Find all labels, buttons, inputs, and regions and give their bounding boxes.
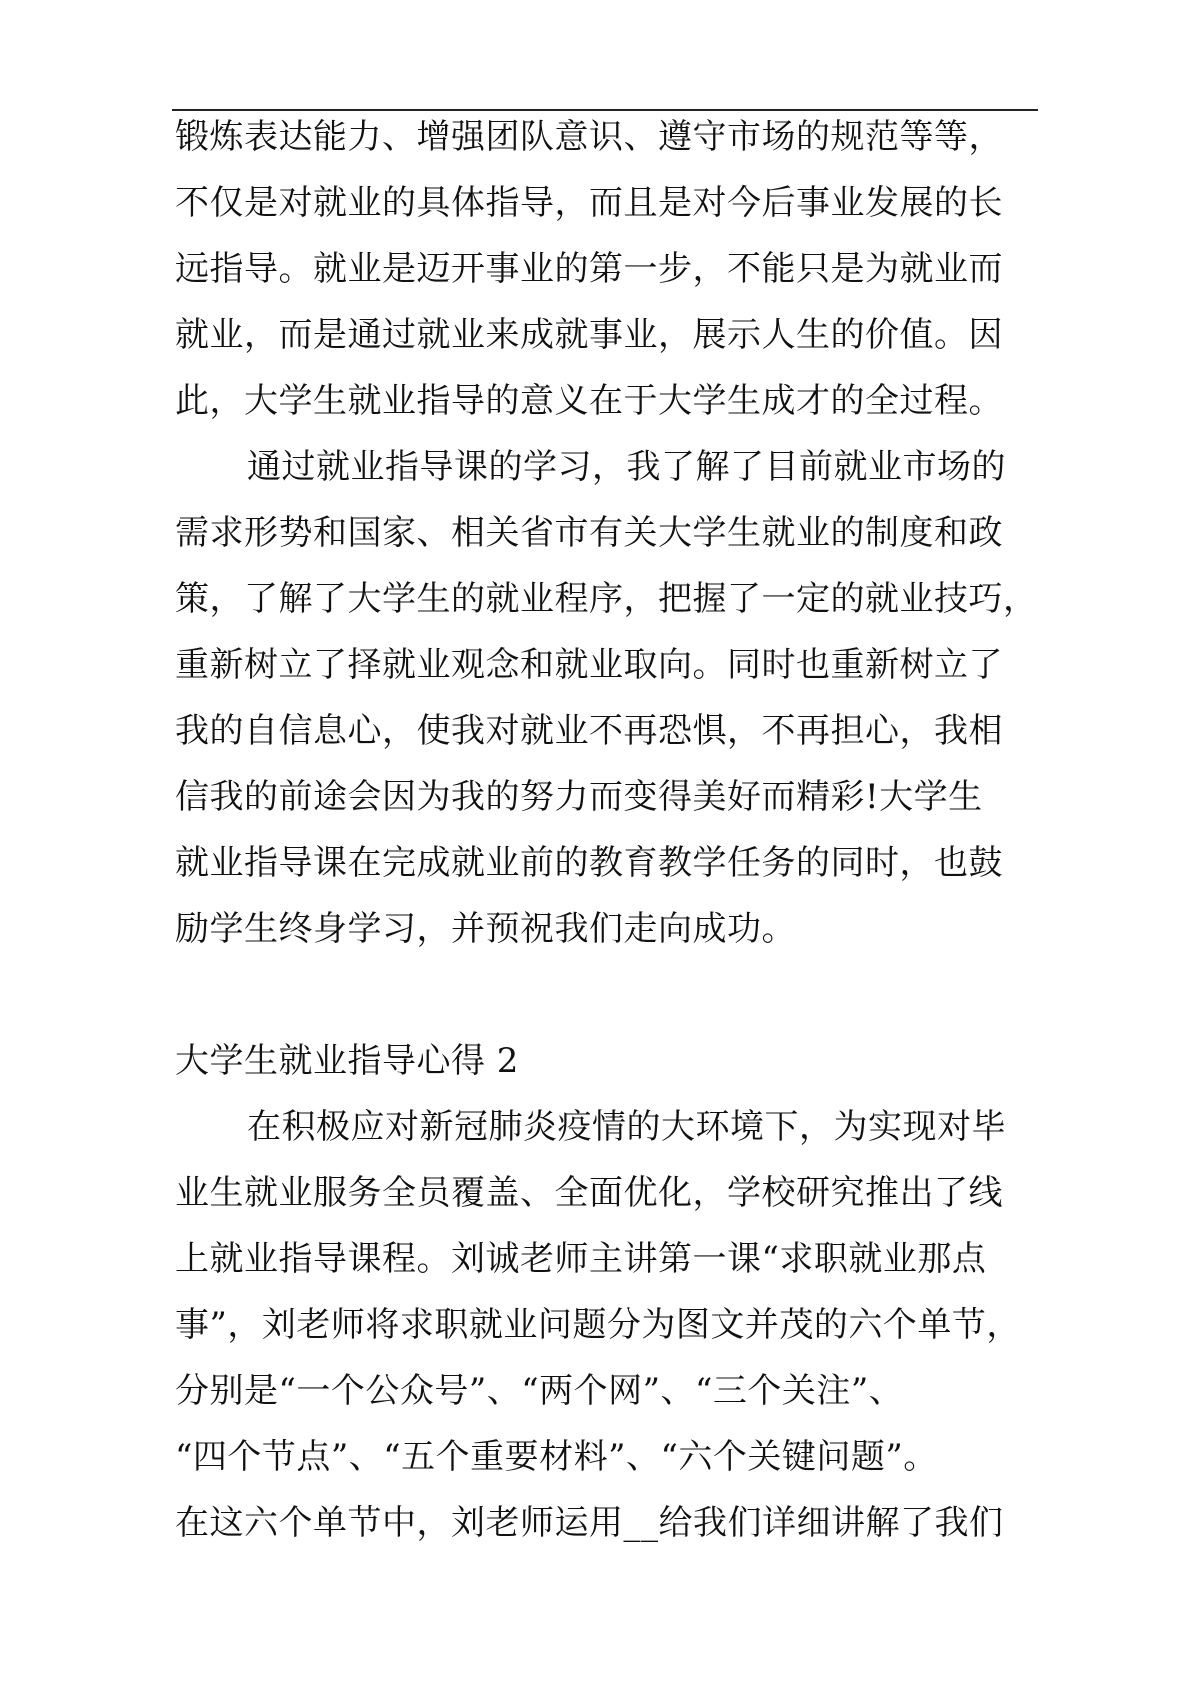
paragraph-line: 远指导。就业是迈开事业的第一步，不能只是为就业而 — [175, 249, 1003, 289]
paragraph-line: 重新树立了择就业观念和就业取向。同时也重新树立了 — [175, 645, 1003, 685]
paragraph-line: 我的自信息心，使我对就业不再恐惧，不再担心，我相 — [175, 711, 1003, 751]
paragraph-line: 上就业指导课程。刘诚老师主讲第一课“求职就业那点 — [175, 1239, 987, 1279]
paragraph-line: 此，大学生就业指导的意义在于大学生成才的全过程。 — [175, 381, 1003, 421]
paragraph-line: 励学生终身学习，并预祝我们走向成功。 — [175, 909, 796, 949]
paragraph-line: 不仅是对就业的具体指导，而且是对今后事业发展的长 — [175, 183, 1003, 223]
paragraph-line: 在这六个单节中，刘老师运用__给我们详细讲解了我们 — [175, 1503, 1004, 1543]
paragraph-line: 分别是“一个公众号”、“两个网”、“三个关注”、 — [175, 1371, 904, 1411]
paragraph-first-line: 通过就业指导课的学习，我了解了目前就业市场的 — [247, 447, 1006, 487]
section-heading: 大学生就业指导心得 2 — [175, 1041, 519, 1081]
paragraph-line: 信我的前途会因为我的努力而变得美好而精彩!大学生 — [175, 777, 983, 817]
paragraph-line: 事”，刘老师将求职就业问题分为图文并茂的六个单节， — [175, 1305, 1021, 1345]
paragraph-first-line: 在积极应对新冠肺炎疫情的大环境下，为实现对毕 — [247, 1107, 1006, 1147]
paragraph-line: “四个节点”、“五个重要材料”、“六个关键问题”。 — [175, 1437, 938, 1477]
paragraph-line: 业生就业服务全员覆盖、全面优化，学校研究推出了线 — [175, 1173, 1003, 1213]
paragraph-line: 就业指导课在完成就业前的教育教学任务的同时，也鼓 — [175, 843, 1003, 883]
paragraph-line: 需求形势和国家、相关省市有关大学生就业的制度和政 — [175, 513, 1003, 553]
paragraph-line: 就业，而是通过就业来成就事业，展示人生的价值。因 — [175, 315, 1003, 355]
paragraph-line: 锻炼表达能力、增强团队意识、遵守市场的规范等等， — [175, 117, 1003, 157]
paragraph-line: 策，了解了大学生的就业程序，把握了一定的就业技巧， — [175, 579, 1038, 619]
